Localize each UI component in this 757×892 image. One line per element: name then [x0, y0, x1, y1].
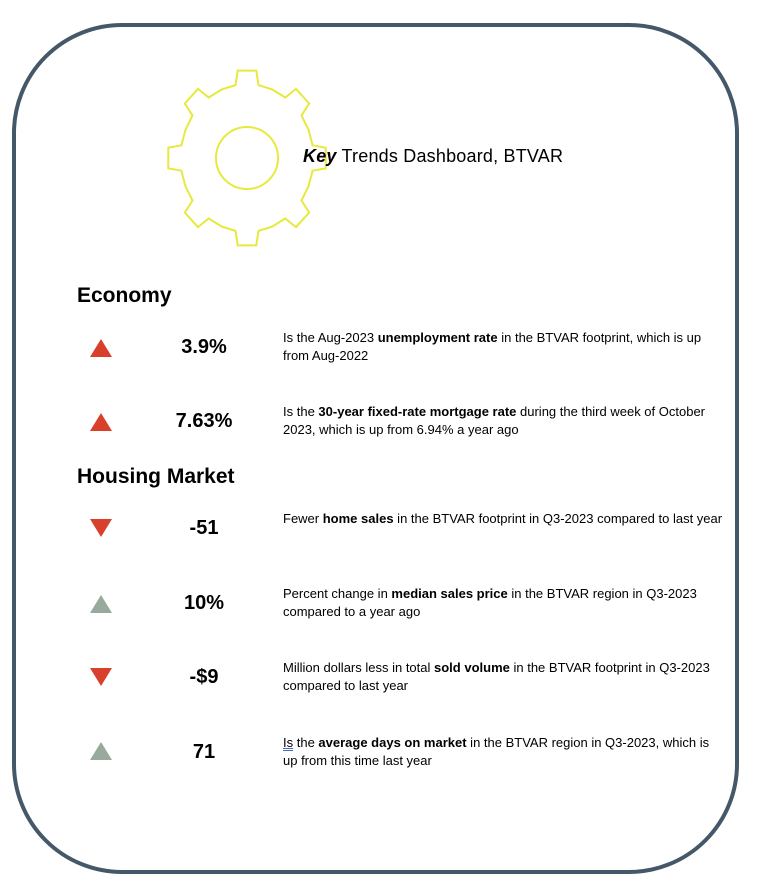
metric-description: Is the average days on market in the BTVAR region in Q3-2023, which is up from this time last year [283, 735, 710, 768]
metric-row-sold-volume [0, 652, 757, 712]
trend-arrow-icon [89, 412, 113, 432]
metric-value: 10% [183, 592, 225, 614]
metric-row-unemployment [0, 322, 757, 382]
metric-row-median-price [0, 578, 757, 638]
section-heading-economy: Economy [77, 284, 172, 307]
page-title [303, 146, 563, 167]
section-heading-housing: Housing Market [77, 465, 235, 488]
metric-value: -51 [189, 517, 219, 539]
metric-description: Fewer home sales in the BTVAR footprint in Q3-2023 compared to last year [283, 511, 723, 526]
metric-description: Is the 30-year fixed-rate mortgage rate during the third week of October 2023, which is up from 6.94% a year ago [283, 404, 706, 437]
metric-row-days-on-market [0, 727, 757, 787]
title-text: Trends Dashboard, BTVAR [341, 146, 564, 166]
metric-value: -$9 [189, 666, 219, 688]
trend-arrow-icon [89, 338, 113, 358]
metric-description: Million dollars less in total sold volume in the BTVAR footprint in Q3-2023 compared to last year [283, 660, 710, 693]
metric-value: 3.9% [181, 336, 227, 358]
metric-row-mortgage-rate [0, 396, 757, 456]
metric-value: 7.63% [175, 410, 233, 432]
metric-description: Is the Aug-2023 unemployment rate in the BTVAR footprint, which is up from Aug-2022 [283, 330, 702, 363]
metric-description: Percent change in median sales price in the BTVAR region in Q3-2023 compared to a year ago [283, 586, 697, 619]
metric-row-home-sales [0, 503, 757, 563]
trend-arrow-icon [89, 667, 113, 687]
trend-arrow-icon [89, 594, 113, 614]
trend-arrow-icon [89, 741, 113, 761]
title-key-word: Key [303, 146, 337, 166]
metric-value: 71 [192, 741, 216, 763]
trend-arrow-icon [89, 518, 113, 538]
